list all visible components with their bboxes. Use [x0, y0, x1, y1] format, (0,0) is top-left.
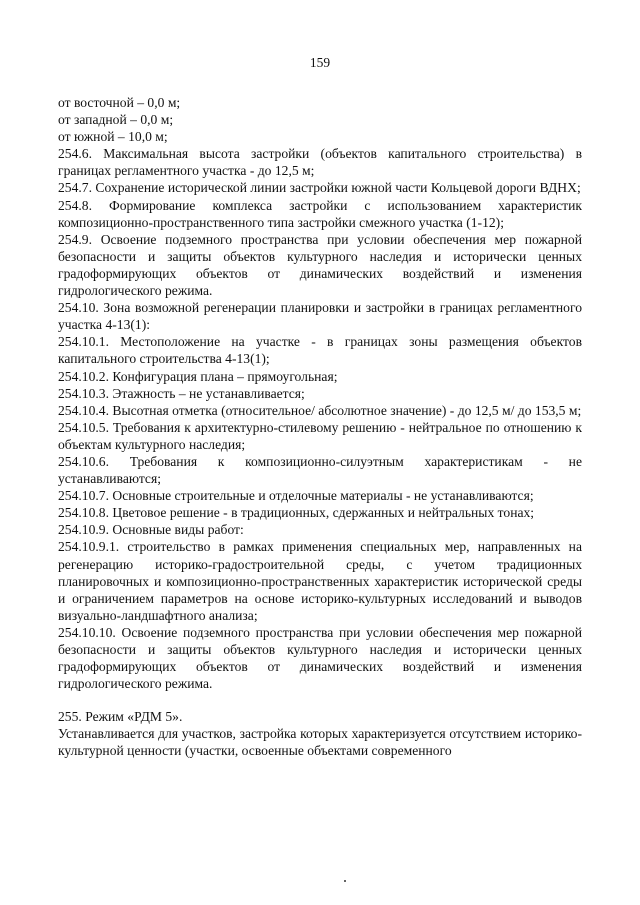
paragraph-254-9: 254.9. Освоение подземного пространства при условии обеспечения мер пожарной безопасности и защиты объектов культурного наследия и исторически ценных градоформирующих объектов от динамических воздействий и изменения гидрологического режима.	[58, 231, 582, 299]
page-number: 159	[309, 55, 331, 70]
paragraph-254-10-7: 254.10.7. Основные строительные и отделочные материалы - не устанавливаются;	[58, 488, 534, 504]
paragraph-254-10-10: 254.10.10. Освоение подземного пространства при условии обеспечения мер пожарной безопасности и защиты объектов культурного наследия и исторически ценных градоформирующих объектов от динамических воздействий и изменения гидрологического режима.	[58, 624, 582, 692]
paragraph-254-10-2: 254.10.2. Конфигурация плана – прямоугольная;	[58, 368, 338, 384]
paragraph-254-6: 254.6. Максимальная высота застройки (объектов капитального строительства) в границах регламентного участка - до 12,5 м;	[58, 146, 582, 179]
section-heading-255: 255. Режим «РДМ 5».	[58, 709, 183, 725]
paragraph-254-10-8: 254.10.8. Цветовое решение - в традиционных, сдержанных и нейтральных тонах;	[58, 505, 535, 521]
paragraph-east-setback: от восточной – 0,0 м;	[58, 95, 181, 110]
paragraph-south-setback: от южной – 10,0 м;	[58, 129, 168, 145]
scan-speck	[344, 880, 346, 882]
body-text	[58, 94, 582, 760]
paragraph-254-8: 254.8. Формирование комплекса застройки с использованием характеристик композиционно-пространственного типа застройки смежного участка (1-12);	[58, 197, 582, 230]
paragraph-254-10-4: 254.10.4. Высотная отметка (относительное/ абсолютное значение) - до 12,5 м/ до 153,5 м;	[58, 402, 582, 418]
paragraph-254-7: 254.7. Сохранение исторической линии застройки южной части Кольцевой дороги ВДНХ;	[58, 180, 581, 196]
section-gap	[58, 692, 582, 708]
paragraph-254-10-5: 254.10.5. Требования к архитектурно-стилевому решению - нейтральное по отношению к объектам культурного наследия;	[58, 419, 582, 452]
paragraph-254-10: 254.10. Зона возможной регенерации планировки и застройки в границах регламентного участка 4-13(1):	[58, 300, 582, 333]
paragraph-254-10-3: 254.10.3. Этажность – не устанавливается;	[58, 385, 305, 401]
paragraph-254-10-6: 254.10.6. Требования к композиционно-силуэтным характеристикам - не устанавливаются;	[58, 453, 582, 487]
paragraph-254-10-9: 254.10.9. Основные виды работ:	[58, 522, 244, 538]
paragraph-west-setback: от западной – 0,0 м;	[58, 112, 174, 128]
paragraph-255-intro: Устанавливается для участков, застройка которых характеризуется отсутствием историко-культурной ценности (участки, освоенные объектами современного	[58, 726, 582, 759]
paragraph-254-10-1: 254.10.1. Местоположение на участке - в границах зоны размещения объектов капитального строительства 4-13(1);	[58, 334, 582, 367]
paragraph-254-10-9-1: 254.10.9.1. строительство в рамках применения специальных мер, направленных на регенерацию историко-градостроительной среды, с учетом традиционных планировочных и композиционно-пространственных характеристик исторической среды и ограничением параметров на основе историко-культурных исследований и выводов визуально-ландшафтного анализа;	[58, 539, 582, 623]
